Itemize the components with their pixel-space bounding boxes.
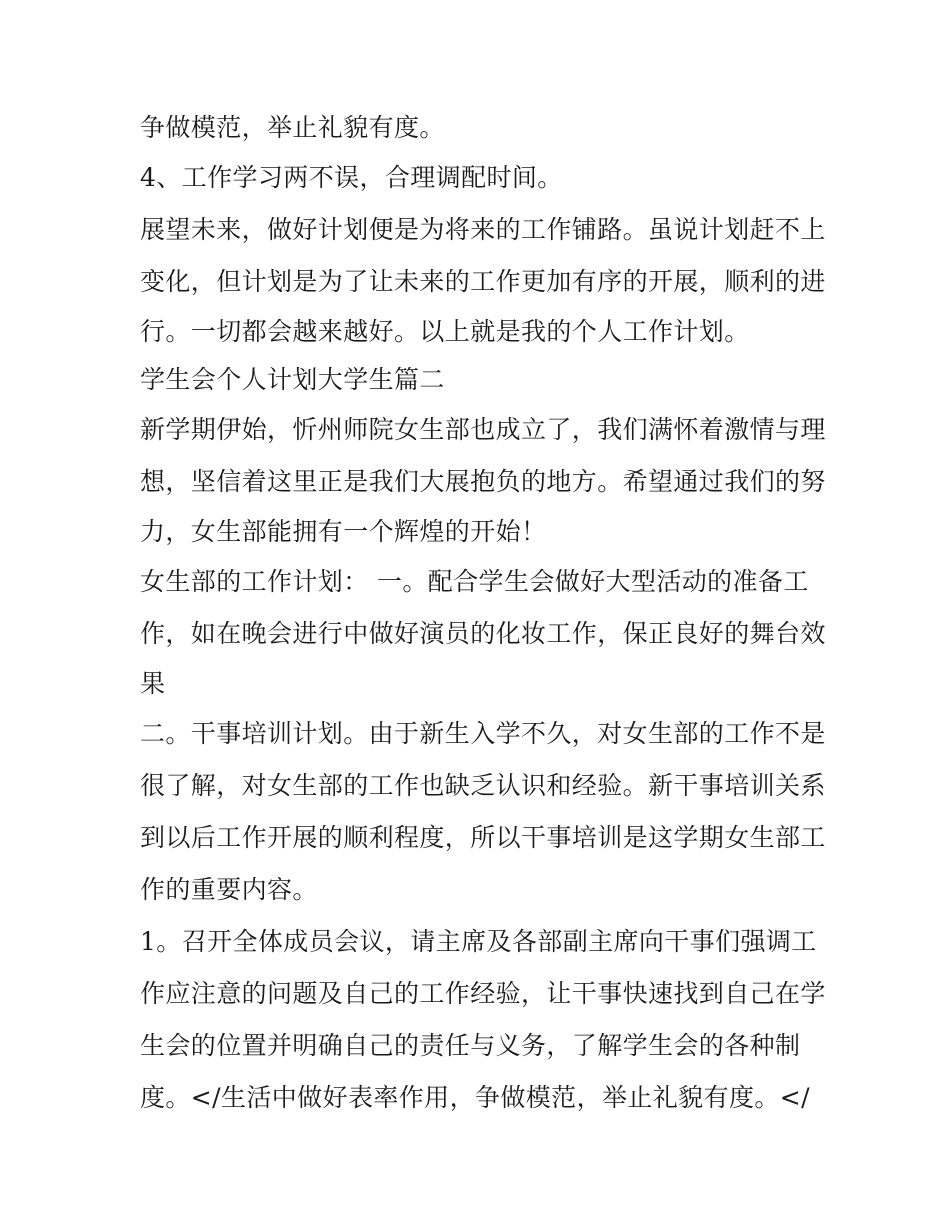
text-line: 作的重要内容。: [140, 875, 318, 904]
text-line: 变化，但计划是为了让未来的工作更加有序的开展，顺利的进: [140, 267, 826, 296]
section-heading: 学生会个人计划大学生篇二: [140, 365, 445, 394]
text-line: 生会的位置并明确自己的责任与义务，了解学生会的各种制: [140, 1031, 801, 1060]
text-line: 到以后工作开展的顺利程度，所以干事培训是这学期女生部工: [140, 823, 826, 852]
document-body: [140, 104, 826, 1124]
text-line: 想，坚信着这里正是我们大展抱负的地方。希望通过我们的努: [140, 467, 826, 496]
text-line: 行。一切都会越来越好。以上就是我的个人工作计划。: [140, 317, 750, 346]
text-line: 度。</生活中做好表率作用，争做模范，举止礼貌有度。</: [140, 1083, 810, 1112]
text-line: 作应注意的问题及自己的工作经验，让干事快速找到自己在学: [140, 979, 826, 1008]
text-line: 作，如在晚会进行中做好演员的化妆工作，保正良好的舞台效: [140, 619, 826, 648]
text-line: 很了解，对女生部的工作也缺乏认识和经验。新干事培训关系: [140, 771, 826, 800]
text-line: 争做模范，举止礼貌有度。: [140, 113, 445, 142]
text-line: 1。召开全体成员会议，请主席及各部副主席向干事们强调工: [140, 927, 817, 956]
text-line: 果: [140, 669, 166, 698]
text-line: 4、工作学习两不误，合理调配时间。: [140, 163, 563, 192]
text-line: 展望未来，做好计划便是为将来的工作铺路。虽说计划赶不上: [140, 215, 826, 244]
text-line: 二。干事培训计划。由于新生入学不久，对女生部的工作不是: [140, 719, 826, 748]
text-line: 力，女生部能拥有一个辉煌的开始！: [140, 517, 547, 546]
text-line: 新学期伊始，忻州师院女生部也成立了，我们满怀着激情与理: [140, 415, 826, 444]
text-line: 女生部的工作计划： 一。配合学生会做好大型活动的准备工: [140, 567, 809, 596]
